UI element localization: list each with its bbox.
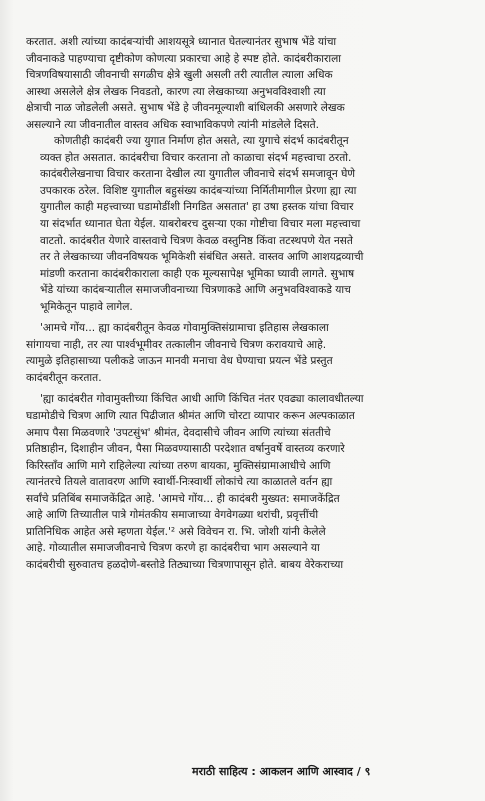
text-line: किरिस्ताँव आणि मागे राहिलेल्या त्यांच्या तरुण बायका, मुक्तिसंग्रामाआधीचे आणि xyxy=(26,459,331,472)
text-line: या संदर्भात ध्यानात घेता येईल. याबरोबरच दुसऱ्या एका गोष्टीचा विचार मला महत्त्वाचा xyxy=(40,218,361,231)
text-line: करतात. अशी त्यांच्या कादंबऱ्यांची आशयसूत्रे ध्यानात घेतल्यानंतर सुभाष भेंडे यांचा xyxy=(26,36,337,48)
paragraph-3 xyxy=(26,320,466,386)
text-line: कादंबरीतून करतात. xyxy=(26,371,102,384)
running-title: मराठी साहित्य : आकलन आणि आस्वाद xyxy=(192,765,353,778)
text-line: मांडणी करताना कादंबरीकाराला काही एक मूल्यसापेक्ष भूमिका घ्यावी लागते. सुभाष xyxy=(40,267,355,280)
text-line: त्यानंतरचे तियले वातावरण आणि स्वार्थी-निःस्वार्थी लोकांचे त्या काळातले वर्तन ह्या xyxy=(26,476,333,489)
text-line: घडामोडीचे चित्रण आणि त्यात पिढीजात श्रीमंत आणि चोरटा व्यापार करून अल्पकाळात xyxy=(26,410,355,423)
text-line: तर ते लेखकाच्या जीवनविषयक भूमिकेशी संबंधित असते. वास्तव आणि आशयद्रव्याची xyxy=(40,251,364,264)
footer-separator: / xyxy=(356,765,361,778)
text-line: उपकारक ठरेल. विशिष्ट युगातील बहुसंख्य कादंबऱ्यांच्या निर्मितीमागील प्रेरणा ह्या त्या xyxy=(40,184,357,197)
text-line: सांगायचा नाही, तर त्या पार्श्वभूमीवर तत्कालीन जीवनाचे चित्रण करावयाचे आहे. xyxy=(26,338,327,351)
text-line: कोणतीही कादंबरी ज्या युगात निर्माण होत असते, त्या युगाचे संदर्भ कादंबरीतून xyxy=(54,135,349,148)
text-line: अमाप पैसा मिळवणारे 'उपटसुंभ' श्रीमंत, देवदासीचे जीवन आणि त्यांच्या संततीचे xyxy=(26,426,331,439)
text-line: भूमिकेतून पाहावे लागेल. xyxy=(40,300,133,313)
paragraph-2 xyxy=(26,133,466,315)
text-line: आहे आणि तिच्यातील पात्रे गोमंतकीय समाजाच्या वेगवेगळ्या थरांची, प्रवृत्तींची xyxy=(26,509,319,522)
text-line: कादंबरीची सुरुवातच हळदोणे-बस्तोडे तिठ्याच्या चित्रणापासून होते. बाबय वेरेकराच्या xyxy=(26,558,344,571)
text-line: व्यक्त होत असतात. कादंबरीचा विचार करताना तो काळाचा संदर्भ महत्त्वाचा ठरतो. xyxy=(40,151,352,164)
text-line: सर्वांचे प्रतिबिंब समाजकेंद्रित आहे. 'आमचे गोंय... ही कादंबरी मुख्यत: समाजकेंद्रित xyxy=(26,492,340,505)
text-line: प्रातिनिधिक आहेत असे म्हणता येईल.'² असे विवेचन रा. भि. जोशी यांनी केलेले xyxy=(26,525,326,538)
text-line: भेंडे यांच्या कादंबऱ्यातील समाजजीवनाच्या चित्रणाकडे आणि अनुभवविश्वाकडे याच xyxy=(40,284,351,297)
text-line: आस्था असलेले क्षेत्र लेखक निवडतो, कारण त्या लेखकाच्या अनुभवविश्वाशी त्या xyxy=(26,85,326,98)
paragraph-1 xyxy=(26,34,466,133)
text-line: चित्रणविषयासाठी जीवनाची सगळीच क्षेत्रे खुली असली तरी त्यातील त्याला अधिक xyxy=(26,69,333,82)
text-line: 'ह्या कादंबरीत गोवामुक्तीच्या किंचित आधी आणि किंचित नंतर एवढ्या कालावधीतल्या xyxy=(40,393,364,406)
text-line: कादंबरीलेखनाचा विचार करताना देखील त्या युगातील जीवनाचे संदर्भ समजावून घेणे xyxy=(40,168,356,181)
page-number: ९ xyxy=(364,765,371,778)
text-line: क्षेत्राची नाळ जोडलेली असते. सुभाष भेंडे हे जीवनमूल्याशी बांधिलकी असणारे लेखक xyxy=(26,102,345,115)
text-line: आहे. गोव्यातील समाजजीवनाचे चित्रण करणे हा कादंबरीचा भाग असल्याने या xyxy=(26,542,320,555)
paragraph-4 xyxy=(26,391,466,573)
text-line: युगातील काही महत्त्वाच्या घडामोडींशी निगडित असतात' हा उषा हस्तक यांचा विचार xyxy=(40,201,354,214)
text-line: जीवनाकडे पाहण्याचा दृष्टीकोण कोणत्या प्रकारचा आहे हे स्पष्ट होते. कादंबरीकाराला xyxy=(26,52,341,65)
text-line: त्यामुळे इतिहासाच्या पलीकडे जाऊन मानवी मनाचा वेध घेण्याचा प्रयत्न भेंडे प्रस्तुत xyxy=(26,355,333,368)
text-line: असल्याने त्या जीवनातील वास्तव अधिक स्वाभाविकपणे त्यांनी मांडलेले दिसते. xyxy=(26,118,320,131)
text-line: वाटतो. कादंबरीत येणारे वास्तवाचे चित्रण केवळ वस्तुनिष्ठ किंवा तटस्थपणे येत नसते xyxy=(40,234,353,247)
text-line: प्रतिष्ठाहीन, दिशाहीन जीवन, पैसा मिळवण्यासाठी परदेशात वर्षानुवर्षे वास्तव्य करणारे xyxy=(26,443,345,456)
text-line: 'आमचे गोंय... ह्या कादंबरीतून केवळ गोवामुक्तिसंग्रामाचा इतिहास लेखकाला xyxy=(40,322,329,335)
page-footer xyxy=(192,764,452,779)
page-body xyxy=(26,34,466,574)
